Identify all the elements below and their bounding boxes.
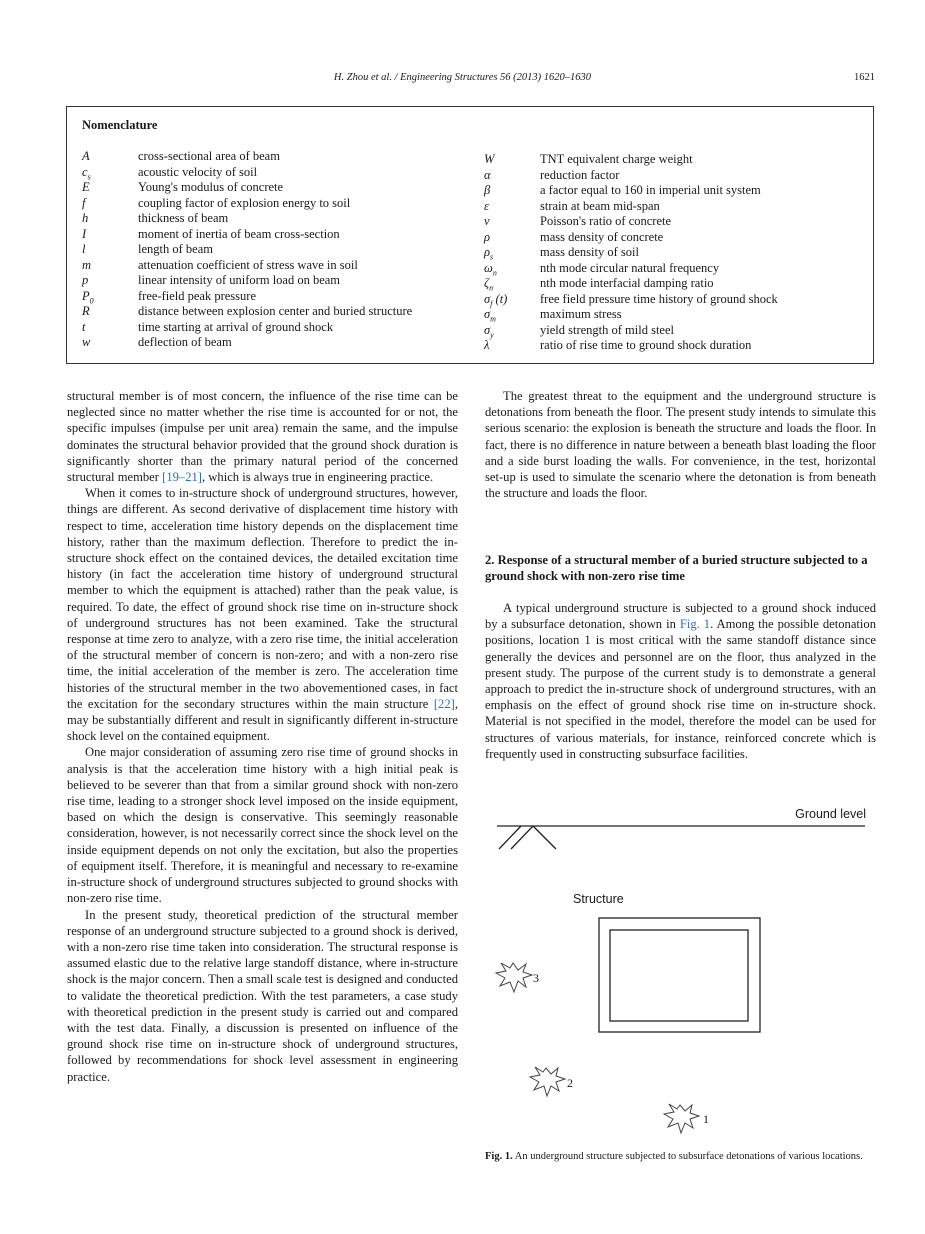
nomenclature-definition: attenuation coefficient of stress wave in soil bbox=[138, 257, 358, 272]
section-body bbox=[485, 600, 876, 762]
nomenclature-entry bbox=[484, 245, 778, 261]
nomenclature-definition: free field pressure time history of ground shock bbox=[540, 291, 778, 306]
ground-hatch bbox=[533, 826, 556, 849]
structure-outer-wall bbox=[599, 918, 760, 1032]
nomenclature-symbol: $\sigma_y$ bbox=[484, 322, 494, 339]
nomenclature-symbol: ε bbox=[484, 198, 489, 213]
page-number: 1621 bbox=[854, 72, 875, 83]
nomenclature-entry bbox=[82, 335, 412, 351]
citation-link[interactable]: [22] bbox=[433, 696, 455, 711]
structure-inner-wall bbox=[610, 930, 748, 1021]
explosion-icon-2 bbox=[530, 1067, 565, 1096]
nomenclature-symbol: $c_s$ bbox=[82, 164, 91, 181]
nomenclature-symbol: p bbox=[82, 273, 89, 287]
nomenclature-definition: yield strength of mild steel bbox=[540, 322, 675, 337]
paragraph: One major consideration of assuming zero rise time of ground shocks in analysis is that the acceleration time history with a high initial peak is believed to be severer than that from a similar ground shock with non-zero rise time, leading to a stronger shock level imposed on the inside equipment, based on which the design is conservative. This seemingly reasonable consideration, however, is not necessarily correct since the shock level on the inside equipment depends on not only the excitation, but also the properties of equipment itself. Therefore, it is meaningful and necessary to re-examine in-structure shock of underground structures subjected to ground shocks with non-zero rise time. bbox=[67, 745, 458, 906]
nomenclature-definition: linear intensity of uniform load on beam bbox=[138, 273, 341, 287]
nomenclature-definition: thickness of beam bbox=[138, 211, 229, 225]
nomenclature-entry bbox=[484, 276, 778, 292]
nomenclature-title: Nomenclature bbox=[82, 118, 158, 132]
right-text-column bbox=[485, 388, 876, 501]
nomenclature-entry bbox=[82, 289, 412, 305]
figure-diagram bbox=[485, 800, 876, 1140]
nomenclature-symbol: ρ bbox=[484, 229, 490, 244]
nomenclature-entry bbox=[82, 165, 412, 181]
nomenclature-definition: distance between explosion center and buried structure bbox=[138, 304, 413, 318]
nomenclature-definition: mass density of soil bbox=[540, 245, 639, 259]
nomenclature-symbol: λ bbox=[484, 338, 490, 352]
nomenclature-entry bbox=[484, 261, 778, 277]
nomenclature-symbol: $\zeta_n$ bbox=[484, 276, 494, 293]
nomenclature-entry bbox=[484, 292, 778, 308]
ground-hatch bbox=[499, 826, 521, 849]
nomenclature-definition: moment of inertia of beam cross-section bbox=[138, 226, 340, 241]
nomenclature-symbol: E bbox=[82, 180, 90, 194]
nomenclature-symbol: W bbox=[484, 152, 495, 166]
explosion-icon-3 bbox=[496, 963, 532, 992]
nomenclature-definition: deflection of beam bbox=[138, 335, 232, 349]
paragraph: When it comes to in-structure shock of underground structures, however, things are different. As second derivative of displacement time history with respect to time, acceleration time history depends on the displacement time history, rather than the maximum deflection. Therefore to predict the in-structure shock effect on the contained devices, the detailed excitation time history (in fact the acceleration time history of underground structural member to which the equipment is attached) rather than the peak value, is required. To date, the effect of ground shock rise time on in-structure shock of underground structures has not been examined. Take the structural response at time zero to analyze, with a zero rise time, the initial acceleration of the structural member of concern is non-zero; and with a non-zero rise time, the initial acceleration of the member is zero. The acceleration time histories of the structural member in the two abovementioned cases, in fact the excitation for the secondary structures within the main structure [22], may be substantially different and result in significantly different in-structure shock level on the contained equipment. bbox=[67, 486, 458, 744]
nomenclature-definition: coupling factor of explosion energy to soil bbox=[138, 195, 351, 210]
nomenclature-entry bbox=[484, 323, 778, 339]
caption-text: An underground structure subjected to subsurface detonations of various locations. bbox=[512, 1151, 863, 1162]
nomenclature-symbol: R bbox=[82, 304, 90, 318]
nomenclature-definition: a factor equal to 160 in imperial unit system bbox=[540, 183, 761, 197]
nomenclature-entry bbox=[484, 230, 778, 246]
nomenclature-entry bbox=[82, 273, 412, 289]
ground-hatch bbox=[511, 826, 533, 849]
nomenclature-entry bbox=[82, 149, 412, 165]
nomenclature-definition: nth mode circular natural frequency bbox=[540, 260, 720, 275]
nomenclature-symbol: t bbox=[82, 319, 86, 334]
nomenclature-definition: mass density of concrete bbox=[540, 229, 664, 244]
nomenclature-definition: Poisson's ratio of concrete bbox=[540, 214, 672, 228]
nomenclature-symbol: $\sigma_m$ bbox=[484, 307, 496, 324]
nomenclature-box bbox=[66, 106, 874, 364]
nomenclature-entry bbox=[82, 242, 412, 258]
running-title: H. Zhou et al. / Engineering Structures 56 (2013) 1620–1630 bbox=[333, 72, 592, 83]
running-header bbox=[0, 72, 925, 88]
nomenclature-entry bbox=[484, 152, 778, 168]
figure-caption bbox=[485, 1150, 876, 1163]
nomenclature-entry bbox=[82, 320, 412, 336]
citation-link[interactable]: [19–21] bbox=[162, 470, 202, 485]
section-heading: 2. Response of a structural member of a buried structure subjected to a ground shock with non-zero rise time bbox=[485, 553, 868, 584]
paragraph: In the present study, theoretical prediction of the structural member response of an underground structure subjected to a ground shock is derived, with a non-zero rise time taken into consideration. The structural response is assumed elastic due to the relative large standoff distance, where in-structure shock is the major concern. Then a small scale test is designed and conducted to validate the theoretical prediction. With the test parameters, a case study with theoretical prediction in the present study is carried out and compared with the test data. Finally, a discussion is presented on influence of the ground shock rise time on in-structure shock of underground structures, followed by recommendations for shock level assessment in engineering practice. bbox=[67, 907, 458, 1084]
nomenclature-symbol: α bbox=[484, 167, 491, 182]
nomenclature-definition: nth mode interfacial damping ratio bbox=[540, 276, 714, 290]
structure-label: Structure bbox=[573, 892, 624, 906]
nomenclature-definition: acoustic velocity of soil bbox=[138, 164, 258, 179]
nomenclature-entry bbox=[484, 338, 778, 354]
nomenclature-definition: Young's modulus of concrete bbox=[138, 180, 284, 194]
paragraph: The greatest threat to the equipment and the underground structure is detonations from beneath the floor. The present study intends to simulate this serious scenario: the explosion is beneath the structure and loads the floor. In fact, there is no difference in nature between a beneath blast loading the floor and a side burst loading the walls. For convenience, in the test, horizontal set-up is used to simulate the scenario where the detonation is from beneath the structure and loads the floor. bbox=[485, 389, 876, 501]
nomenclature-right-column bbox=[484, 152, 778, 354]
nomenclature-entry bbox=[82, 211, 412, 227]
nomenclature-definition: TNT equivalent charge weight bbox=[540, 152, 693, 166]
nomenclature-symbol: f bbox=[82, 195, 86, 210]
nomenclature-definition: reduction factor bbox=[540, 167, 620, 182]
figure-1 bbox=[485, 800, 876, 1140]
nomenclature-entry bbox=[484, 168, 778, 184]
location-3-label: 3 bbox=[533, 971, 539, 985]
paragraph: structural member is of most concern, the influence of the rise time can be neglected since no matter whether the rise time is accounted for or not, the specific impulses (impulse per unit area) remain the same, and the impulse dominates the structural behavior provided that the ground shock duration is significantly shorter than the primary natural period of the concerned structural member [19–21], which is always true in engineering practice. bbox=[67, 389, 458, 485]
location-2-label: 2 bbox=[567, 1076, 573, 1090]
nomenclature-symbol: w bbox=[82, 335, 91, 349]
nomenclature-entry bbox=[82, 196, 412, 212]
nomenclature-symbol: A bbox=[82, 149, 90, 163]
nomenclature-left-column bbox=[82, 149, 412, 351]
nomenclature-entry bbox=[484, 199, 778, 215]
nomenclature-symbol: $\sigma_f$ (t) bbox=[484, 291, 508, 308]
nomenclature-definition: ratio of rise time to ground shock duration bbox=[540, 338, 752, 352]
caption-label: Fig. 1. bbox=[485, 1151, 513, 1162]
nomenclature-definition: maximum stress bbox=[540, 307, 622, 321]
nomenclature-symbol: $P_0$ bbox=[82, 288, 94, 305]
nomenclature-definition: time starting at arrival of ground shock bbox=[138, 319, 334, 334]
nomenclature-entry bbox=[484, 183, 778, 199]
nomenclature-entry bbox=[82, 227, 412, 243]
nomenclature-definition: length of beam bbox=[138, 242, 213, 256]
paragraph: A typical underground structure is subjected to a ground shock induced by a subsurface detonation, shown in Fig. 1. Among the possible detonation positions, location 1 is most critical with the same standoff distance since generally the devices and personnel are on the floor, thus analyzed in the present study. The purpose of the current study is to demonstrate a general approach to predict the in-structure shock of underground structures, with an emphasis on the effect of ground shock rise time on in-structure shock. Material is not specified in the model, therefore the model can be used for structures of various materials, for instance, reinforced concrete which is frequently used in constructing subsurface facilities. bbox=[485, 601, 876, 761]
figure-link[interactable]: Fig. 1 bbox=[679, 617, 711, 632]
nomenclature-definition: free-field peak pressure bbox=[138, 288, 256, 303]
nomenclature-entry bbox=[484, 214, 778, 230]
location-1-label: 1 bbox=[703, 1112, 709, 1126]
nomenclature-symbol: l bbox=[82, 242, 86, 256]
nomenclature-definition: strain at beam mid-span bbox=[540, 198, 660, 213]
nomenclature-symbol: β bbox=[484, 183, 491, 197]
ground-level-label: Ground level bbox=[795, 807, 866, 821]
left-text-column bbox=[67, 388, 458, 1085]
nomenclature-symbol: $\rho_s$ bbox=[484, 245, 494, 262]
nomenclature-symbol: $\omega_n$ bbox=[484, 260, 497, 277]
nomenclature-entry bbox=[82, 180, 412, 196]
nomenclature-symbol: ν bbox=[484, 214, 490, 228]
nomenclature-entry bbox=[484, 307, 778, 323]
explosion-icon-1 bbox=[664, 1104, 699, 1133]
nomenclature-definition: cross-sectional area of beam bbox=[138, 149, 280, 163]
nomenclature-entry bbox=[82, 258, 412, 274]
nomenclature-symbol: I bbox=[82, 226, 87, 241]
nomenclature-entry bbox=[82, 304, 412, 320]
nomenclature-symbol: m bbox=[82, 257, 92, 272]
nomenclature-symbol: h bbox=[82, 211, 89, 225]
